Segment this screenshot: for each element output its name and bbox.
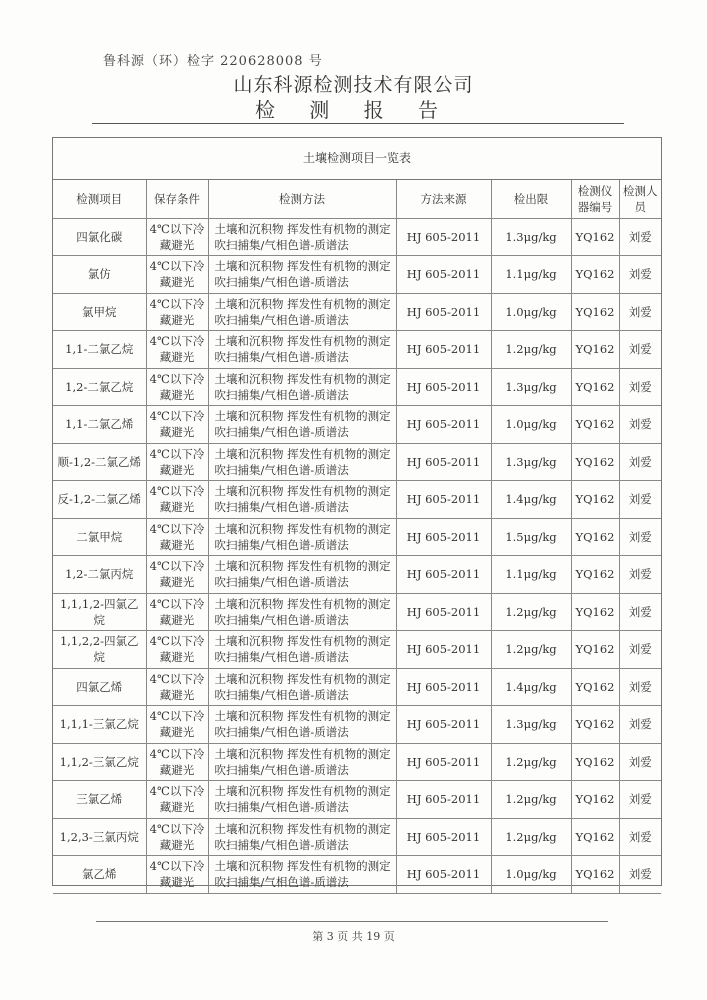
cell-method: 土壤和沉积物 挥发性有机物的测定 吹扫捕集/气相色谱-质谱法 (208, 668, 396, 706)
cell-person: 刘爱 (619, 818, 661, 856)
table-row (53, 743, 661, 781)
cell-method: 土壤和沉积物 挥发性有机物的测定 吹扫捕集/气相色谱-质谱法 (208, 443, 396, 481)
cell-person: 刘爱 (619, 631, 661, 669)
cell-source: HJ 605-2011 (396, 556, 491, 594)
table-row (53, 856, 661, 894)
cell-source: HJ 605-2011 (396, 293, 491, 331)
cell-source: HJ 605-2011 (396, 331, 491, 369)
column-header-instrument: 检测仪器编号 (571, 180, 619, 218)
cell-source: HJ 605-2011 (396, 368, 491, 406)
cell-limit: 1.3μg/kg (491, 443, 571, 481)
cell-person: 刘爱 (619, 218, 661, 256)
cell-method: 土壤和沉积物 挥发性有机物的测定 吹扫捕集/气相色谱-质谱法 (208, 406, 396, 444)
cell-condition: 4℃以下冷藏避光 (146, 706, 208, 744)
table-row (53, 631, 661, 669)
cell-person: 刘爱 (619, 256, 661, 294)
cell-instrument: YQ162 (571, 631, 619, 669)
cell-item: 1,2-二氯乙烷 (53, 368, 146, 406)
cell-instrument: YQ162 (571, 556, 619, 594)
column-header-method: 检测方法 (208, 180, 396, 218)
cell-item: 1,1,2-三氯乙烷 (53, 743, 146, 781)
cell-instrument: YQ162 (571, 481, 619, 519)
cell-instrument: YQ162 (571, 406, 619, 444)
cell-condition: 4℃以下冷藏避光 (146, 406, 208, 444)
column-header-condition: 保存条件 (146, 180, 208, 218)
table-row (53, 781, 661, 819)
cell-source: HJ 605-2011 (396, 406, 491, 444)
cell-method: 土壤和沉积物 挥发性有机物的测定 吹扫捕集/气相色谱-质谱法 (208, 368, 396, 406)
cell-item: 反-1,2-二氯乙烯 (53, 481, 146, 519)
table-row (53, 481, 661, 519)
cell-item: 氯乙烯 (53, 856, 146, 894)
cell-limit: 1.2μg/kg (491, 331, 571, 369)
cell-condition: 4℃以下冷藏避光 (146, 368, 208, 406)
cell-method: 土壤和沉积物 挥发性有机物的测定 吹扫捕集/气相色谱-质谱法 (208, 706, 396, 744)
cell-instrument: YQ162 (571, 443, 619, 481)
cell-source: HJ 605-2011 (396, 856, 491, 894)
cell-item: 1,1-二氯乙烷 (53, 331, 146, 369)
table-row (53, 218, 661, 256)
table-row (53, 518, 661, 556)
cell-item: 氯甲烷 (53, 293, 146, 331)
cell-item: 氯仿 (53, 256, 146, 294)
cell-person: 刘爱 (619, 743, 661, 781)
table-caption: 土壤检测项目一览表 (53, 138, 661, 180)
cell-limit: 1.2μg/kg (491, 631, 571, 669)
cell-instrument: YQ162 (571, 593, 619, 631)
report-number: 鲁科源（环）检字 220628008 号 (103, 54, 323, 69)
cell-method: 土壤和沉积物 挥发性有机物的测定 吹扫捕集/气相色谱-质谱法 (208, 331, 396, 369)
report-title: 检 测 报 告 (254, 98, 453, 122)
table-row (53, 293, 661, 331)
cell-person: 刘爱 (619, 856, 661, 894)
cell-person: 刘爱 (619, 443, 661, 481)
cell-condition: 4℃以下冷藏避光 (146, 743, 208, 781)
table-row (53, 818, 661, 856)
cell-condition: 4℃以下冷藏避光 (146, 518, 208, 556)
cell-condition: 4℃以下冷藏避光 (146, 818, 208, 856)
cell-source: HJ 605-2011 (396, 443, 491, 481)
cell-item: 1,1,2,2-四氯乙烷 (53, 631, 146, 669)
cell-item: 三氯乙烯 (53, 781, 146, 819)
cell-method: 土壤和沉积物 挥发性有机物的测定 吹扫捕集/气相色谱-质谱法 (208, 481, 396, 519)
cell-condition: 4℃以下冷藏避光 (146, 668, 208, 706)
cell-method: 土壤和沉积物 挥发性有机物的测定 吹扫捕集/气相色谱-质谱法 (208, 593, 396, 631)
cell-method: 土壤和沉积物 挥发性有机物的测定 吹扫捕集/气相色谱-质谱法 (208, 293, 396, 331)
column-header-person: 检测人员 (619, 180, 661, 218)
cell-limit: 1.2μg/kg (491, 818, 571, 856)
table-header-row (53, 180, 661, 218)
cell-item: 四氯乙烯 (53, 668, 146, 706)
cell-limit: 1.4μg/kg (491, 481, 571, 519)
cell-limit: 1.2μg/kg (491, 781, 571, 819)
column-header-item: 检测项目 (53, 180, 146, 218)
footer-divider (96, 921, 608, 922)
cell-condition: 4℃以下冷藏避光 (146, 781, 208, 819)
cell-source: HJ 605-2011 (396, 743, 491, 781)
cell-method: 土壤和沉积物 挥发性有机物的测定 吹扫捕集/气相色谱-质谱法 (208, 818, 396, 856)
cell-condition: 4℃以下冷藏避光 (146, 443, 208, 481)
cell-method: 土壤和沉积物 挥发性有机物的测定 吹扫捕集/气相色谱-质谱法 (208, 631, 396, 669)
table-row (53, 331, 661, 369)
cell-person: 刘爱 (619, 518, 661, 556)
cell-limit: 1.3μg/kg (491, 368, 571, 406)
cell-person: 刘爱 (619, 368, 661, 406)
cell-source: HJ 605-2011 (396, 481, 491, 519)
header-divider (92, 123, 624, 124)
cell-person: 刘爱 (619, 668, 661, 706)
cell-source: HJ 605-2011 (396, 781, 491, 819)
cell-limit: 1.1μg/kg (491, 556, 571, 594)
cell-method: 土壤和沉积物 挥发性有机物的测定 吹扫捕集/气相色谱-质谱法 (208, 856, 396, 894)
cell-method: 土壤和沉积物 挥发性有机物的测定 吹扫捕集/气相色谱-质谱法 (208, 518, 396, 556)
cell-instrument: YQ162 (571, 518, 619, 556)
cell-source: HJ 605-2011 (396, 593, 491, 631)
cell-source: HJ 605-2011 (396, 518, 491, 556)
company-name: 山东科源检测技术有限公司 (233, 74, 474, 96)
cell-item: 1,1,1,2-四氯乙烷 (53, 593, 146, 631)
column-header-source: 方法来源 (396, 180, 491, 218)
cell-person: 刘爱 (619, 293, 661, 331)
cell-source: HJ 605-2011 (396, 218, 491, 256)
cell-item: 1,1,1-三氯乙烷 (53, 706, 146, 744)
cell-method: 土壤和沉积物 挥发性有机物的测定 吹扫捕集/气相色谱-质谱法 (208, 556, 396, 594)
cell-condition: 4℃以下冷藏避光 (146, 218, 208, 256)
items-table-frame (52, 137, 662, 890)
cell-item: 1,2-二氯丙烷 (53, 556, 146, 594)
table-row (53, 406, 661, 444)
cell-item: 1,2,3-三氯丙烷 (53, 818, 146, 856)
cell-person: 刘爱 (619, 706, 661, 744)
cell-condition: 4℃以下冷藏避光 (146, 593, 208, 631)
cell-source: HJ 605-2011 (396, 818, 491, 856)
cell-item: 四氯化碳 (53, 218, 146, 256)
cell-source: HJ 605-2011 (396, 706, 491, 744)
cell-person: 刘爱 (619, 331, 661, 369)
table-row (53, 368, 661, 406)
table-row (53, 256, 661, 294)
cell-instrument: YQ162 (571, 218, 619, 256)
cell-method: 土壤和沉积物 挥发性有机物的测定 吹扫捕集/气相色谱-质谱法 (208, 781, 396, 819)
cell-instrument: YQ162 (571, 368, 619, 406)
cell-limit: 1.0μg/kg (491, 406, 571, 444)
cell-instrument: YQ162 (571, 706, 619, 744)
cell-condition: 4℃以下冷藏避光 (146, 256, 208, 294)
cell-instrument: YQ162 (571, 818, 619, 856)
cell-source: HJ 605-2011 (396, 256, 491, 294)
cell-instrument: YQ162 (571, 856, 619, 894)
cell-condition: 4℃以下冷藏避光 (146, 331, 208, 369)
cell-item: 二氯甲烷 (53, 518, 146, 556)
cell-instrument: YQ162 (571, 331, 619, 369)
cell-limit: 1.4μg/kg (491, 668, 571, 706)
cell-source: HJ 605-2011 (396, 631, 491, 669)
table-row (53, 706, 661, 744)
cell-limit: 1.2μg/kg (491, 743, 571, 781)
cell-limit: 1.2μg/kg (491, 593, 571, 631)
cell-person: 刘爱 (619, 781, 661, 819)
cell-condition: 4℃以下冷藏避光 (146, 293, 208, 331)
cell-condition: 4℃以下冷藏避光 (146, 556, 208, 594)
cell-instrument: YQ162 (571, 781, 619, 819)
cell-person: 刘爱 (619, 481, 661, 519)
page-number: 第 3 页 共 19 页 (312, 930, 395, 943)
cell-condition: 4℃以下冷藏避光 (146, 856, 208, 894)
column-header-limit: 检出限 (491, 180, 571, 218)
items-table (53, 180, 661, 894)
cell-limit: 1.3μg/kg (491, 706, 571, 744)
table-row (53, 556, 661, 594)
cell-method: 土壤和沉积物 挥发性有机物的测定 吹扫捕集/气相色谱-质谱法 (208, 256, 396, 294)
cell-person: 刘爱 (619, 406, 661, 444)
cell-limit: 1.0μg/kg (491, 856, 571, 894)
cell-condition: 4℃以下冷藏避光 (146, 631, 208, 669)
cell-instrument: YQ162 (571, 293, 619, 331)
cell-limit: 1.5μg/kg (491, 518, 571, 556)
cell-limit: 1.1μg/kg (491, 256, 571, 294)
cell-instrument: YQ162 (571, 668, 619, 706)
table-row (53, 593, 661, 631)
cell-person: 刘爱 (619, 556, 661, 594)
cell-condition: 4℃以下冷藏避光 (146, 481, 208, 519)
cell-item: 1,1-二氯乙烯 (53, 406, 146, 444)
cell-limit: 1.0μg/kg (491, 293, 571, 331)
cell-method: 土壤和沉积物 挥发性有机物的测定 吹扫捕集/气相色谱-质谱法 (208, 218, 396, 256)
table-row (53, 668, 661, 706)
cell-limit: 1.3μg/kg (491, 218, 571, 256)
cell-method: 土壤和沉积物 挥发性有机物的测定 吹扫捕集/气相色谱-质谱法 (208, 743, 396, 781)
cell-item: 顺-1,2-二氯乙烯 (53, 443, 146, 481)
cell-person: 刘爱 (619, 593, 661, 631)
table-row (53, 443, 661, 481)
cell-instrument: YQ162 (571, 256, 619, 294)
cell-source: HJ 605-2011 (396, 668, 491, 706)
cell-instrument: YQ162 (571, 743, 619, 781)
